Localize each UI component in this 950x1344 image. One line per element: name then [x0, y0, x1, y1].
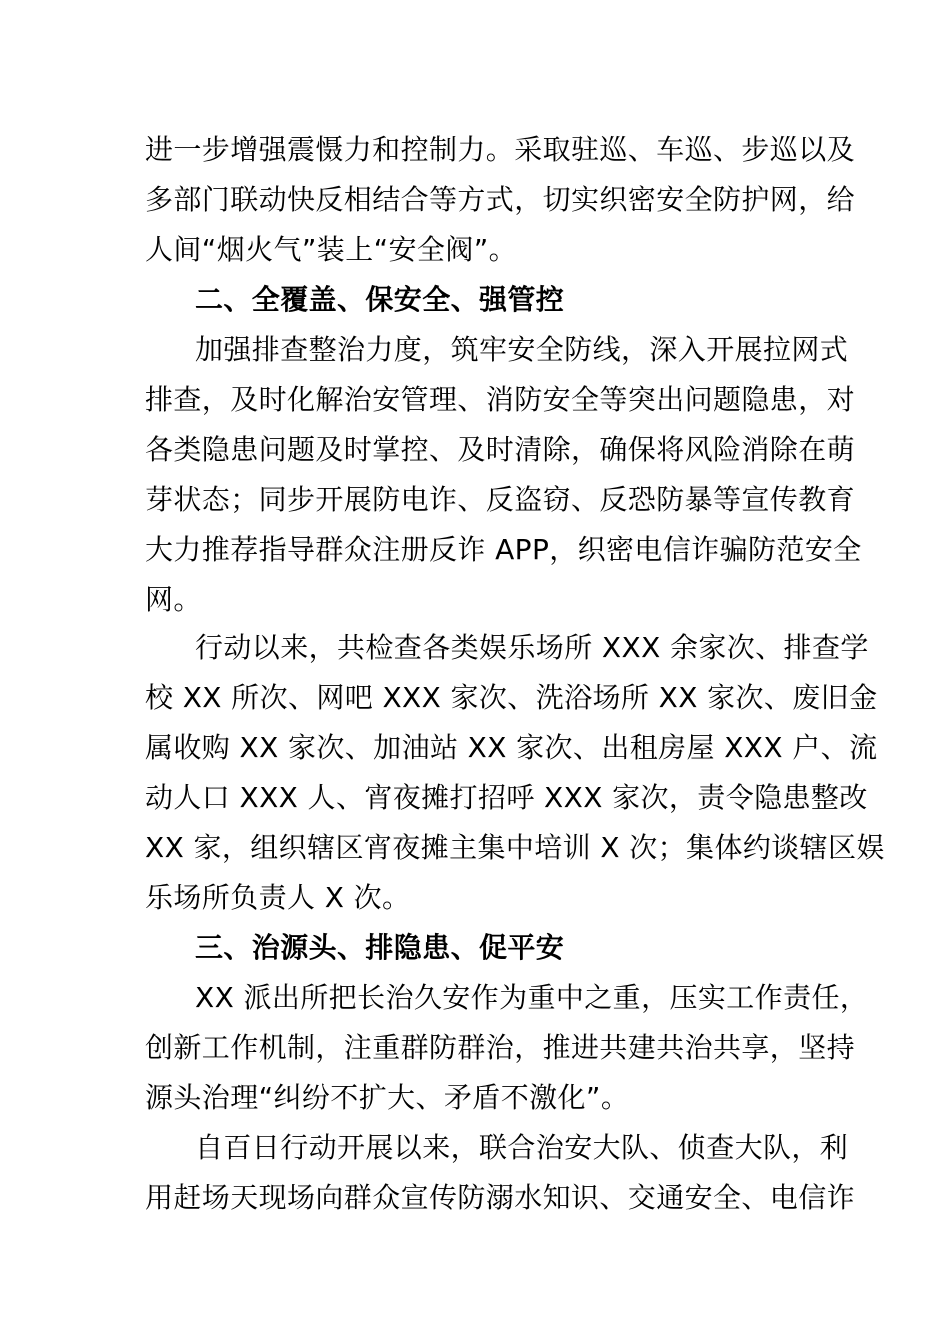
text-line: 排查，及时化解治安管理、消防安全等突出问题隐患，对: [145, 383, 856, 416]
text-line: 进一步增强震慑力和控制力。采取驻巡、车巡、步巡以及: [145, 133, 856, 166]
section-heading: 二、全覆盖、保安全、强管控: [195, 283, 565, 316]
section-heading: 三、治源头、排隐患、促平安: [195, 931, 565, 964]
text-line: 创新工作机制，注重群防群治，推进共建共治共享，坚持: [145, 1031, 856, 1064]
text-line: 大力推荐指导群众注册反诈 APP，织密电信诈骗防范安全: [145, 533, 862, 566]
text-line: 各类隐患问题及时掌控、及时清除，确保将风险消除在萌: [145, 433, 856, 466]
text-line: XX 派出所把长治久安作为重中之重，压实工作责任，: [195, 981, 869, 1014]
text-line: 乐场所负责人 X 次。: [145, 881, 411, 914]
text-line: 动人口 XXX 人、宵夜摊打招呼 XXX 家次，责令隐患整改: [145, 781, 868, 814]
text-line: 自百日行动开展以来，联合治安大队、侦查大队，利: [195, 1131, 849, 1164]
text-line: 多部门联动快反相结合等方式，切实织密安全防护网，给: [145, 183, 856, 216]
text-line: 校 XX 所次、网吧 XXX 家次、洗浴场所 XX 家次、废旧金: [145, 681, 878, 714]
text-line: 芽状态；同步开展防电诈、反盗窃、反恐防暴等宣传教育: [145, 483, 856, 516]
text-line: 加强排查整治力度，筑牢安全防线，深入开展拉网式: [195, 333, 849, 366]
text-line: XX 家，组织辖区宵夜摊主集中培训 X 次；集体约谈辖区娱: [145, 831, 885, 864]
text-line: 用赶场天现场向群众宣传防溺水知识、交通安全、电信诈: [145, 1181, 856, 1214]
text-line: 属收购 XX 家次、加油站 XX 家次、出租房屋 XXX 户、流: [145, 731, 878, 764]
text-line: 源头治理“纠纷不扩大、矛盾不激化”。: [145, 1081, 630, 1114]
text-line: 网。: [145, 583, 202, 616]
text-line: 人间“烟火气”装上“安全阀”。: [145, 233, 518, 266]
text-line: 行动以来，共检查各类娱乐场所 XXX 余家次、排查学: [195, 631, 869, 664]
